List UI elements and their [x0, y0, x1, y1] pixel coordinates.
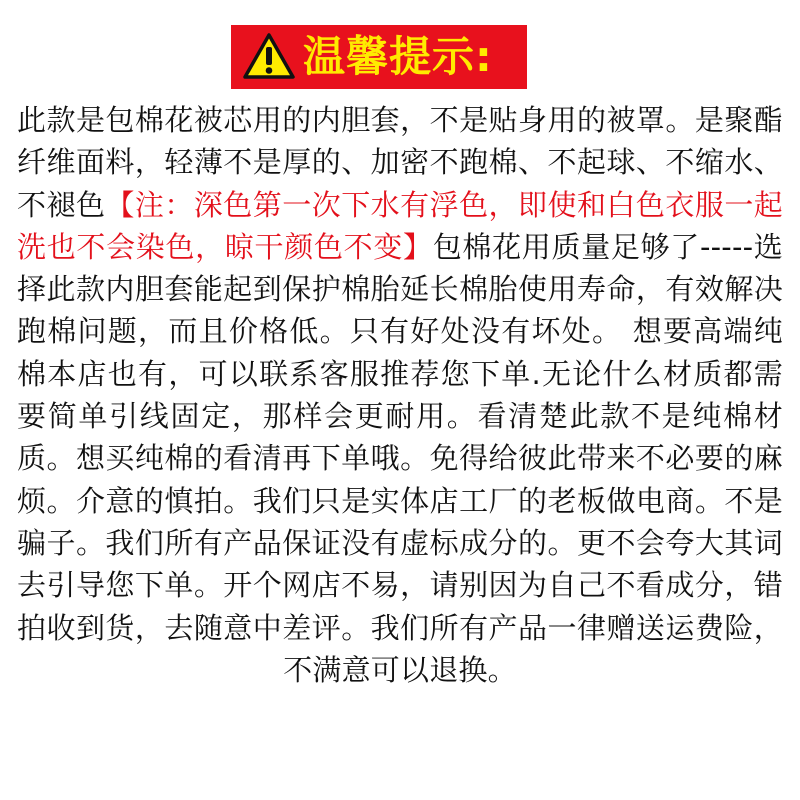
notice-text	[17, 99, 783, 691]
banner-title: 温馨提示:	[303, 32, 493, 81]
warning-triangle-icon	[243, 32, 295, 80]
notice-intro: 此款是包棉花被芯用的内胆套，不是贴身用的被罩。是聚酯纤维面料，轻薄不是厚的、加密不跑棉、不起球、不缩水、不褪色	[17, 103, 783, 222]
notice-color-note: 【注：深色第一次下水有浮色，即使和白色衣服一起洗也不会染色，晾干颜色不变】	[17, 187, 783, 264]
warning-banner	[231, 25, 527, 89]
notice-details: 包棉花用质量足够了-----选择此款内胆套能起到保护棉胎延长棉胎使用寿命，有效解决跑棉问题，而且价格低。只有好处没有坏处。 想要高端纯棉本店也有，可以联系客服推荐您下单.无论什么材质都需要简单引线固定，那样会更耐用。看清楚此款不是纯棉材质。想买纯棉的看清再下单哦。免得给彼此带来不必要的麻烦。介意的慎拍。我们只是实体店工厂的老板做电商。不是骗子。我们所有产品保证没有虚标成分的。更不会夸大其词去引导您下单。开个网店不易，请别因为自己不看成分，错拍收到货，去随意中差评。我们所有产品一律赠送运费险，不满意可以退换。	[17, 229, 783, 687]
